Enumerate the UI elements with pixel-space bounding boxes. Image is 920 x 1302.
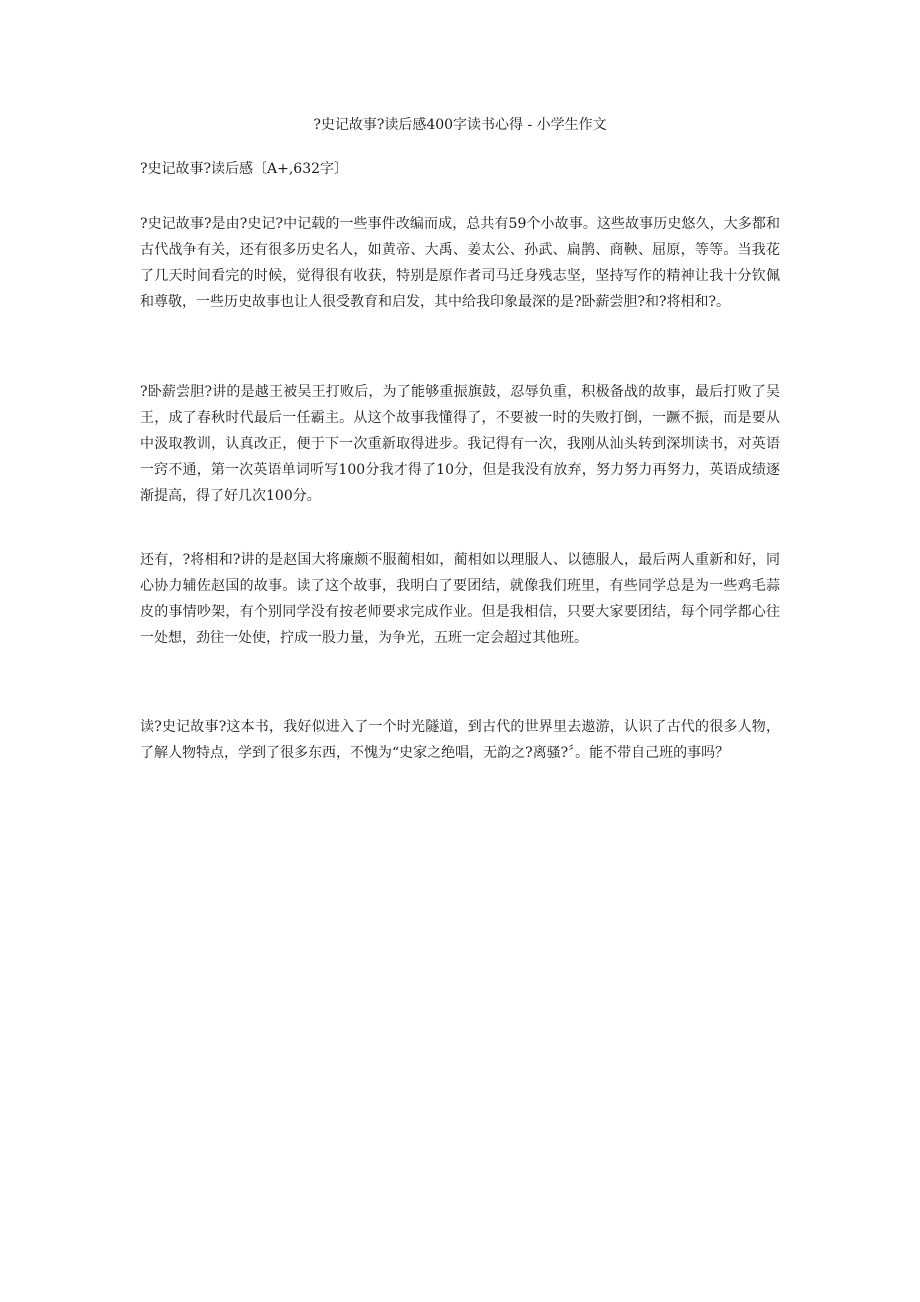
paragraph-3: 还有，?将相和?讲的是赵国大将廉颇不服蔺相如，蔺相如以理服人、以德服人，最后两人重新和好，同心协力辅佐赵国的故事。读了这个故事，我明白了要团结，就像我们班里，有些同学总是为一些鸡毛蒜皮的事情吵架，有个别同学没有按老师要求完成作业。但是我相信，只要大家要团结，每个同学都心往一处想，劲往一处使，拧成一股力量，为争光，五班一定会超过其他班。 bbox=[140, 552, 780, 646]
document-subtitle: ?史记故事?读后感〔A+,632字〕 bbox=[140, 161, 349, 177]
document-title: ?史记故事?读后感400字读书心得 - 小学生作文 bbox=[313, 117, 607, 133]
paragraph-4: 读?史记故事?这本书，我好似进入了一个时光隧道，到古代的世界里去遨游，认识了古代的很多人物，了解人物特点，学到了很多东西，不愧为“史家之绝唱，无韵之?离骚?〞。能不带自己班的事吗？ bbox=[140, 719, 780, 761]
paragraph-2: ?卧薪尝胆?讲的是越王被吴王打败后，为了能够重振旗鼓，忍辱负重，积极备战的故事，最后打败了吴王，成了春秋时代最后一任霸主。从这个故事我懂得了，不要被一时的失败打倒，一蹶不振，而是要从中汲取教训，认真改正，便于下一次重新取得进步。我记得有一次，我刚从汕头转到深圳读书，对英语一窍不通，第一次英语单词听写100分我才得了10分，但是我没有放弃，努力努力再努力，英语成绩逐渐提高，得了好几次100分。 bbox=[140, 384, 780, 504]
paragraph-1: ?史记故事?是由?史记?中记载的一些事件改编而成，总共有59个小故事。这些故事历史悠久，大多都和古代战争有关，还有很多历史名人，如黄帝、大禹、姜太公、孙武、扁鹊、商鞅、屈原，等等。当我花了几天时间看完的时候，觉得很有收获，特别是原作者司马迁身残志坚，坚持写作的精神让我十分钦佩和尊敬，一些历史故事也让人很受教育和启发，其中给我印象最深的是?卧薪尝胆?和?将相和?。 bbox=[140, 216, 780, 310]
